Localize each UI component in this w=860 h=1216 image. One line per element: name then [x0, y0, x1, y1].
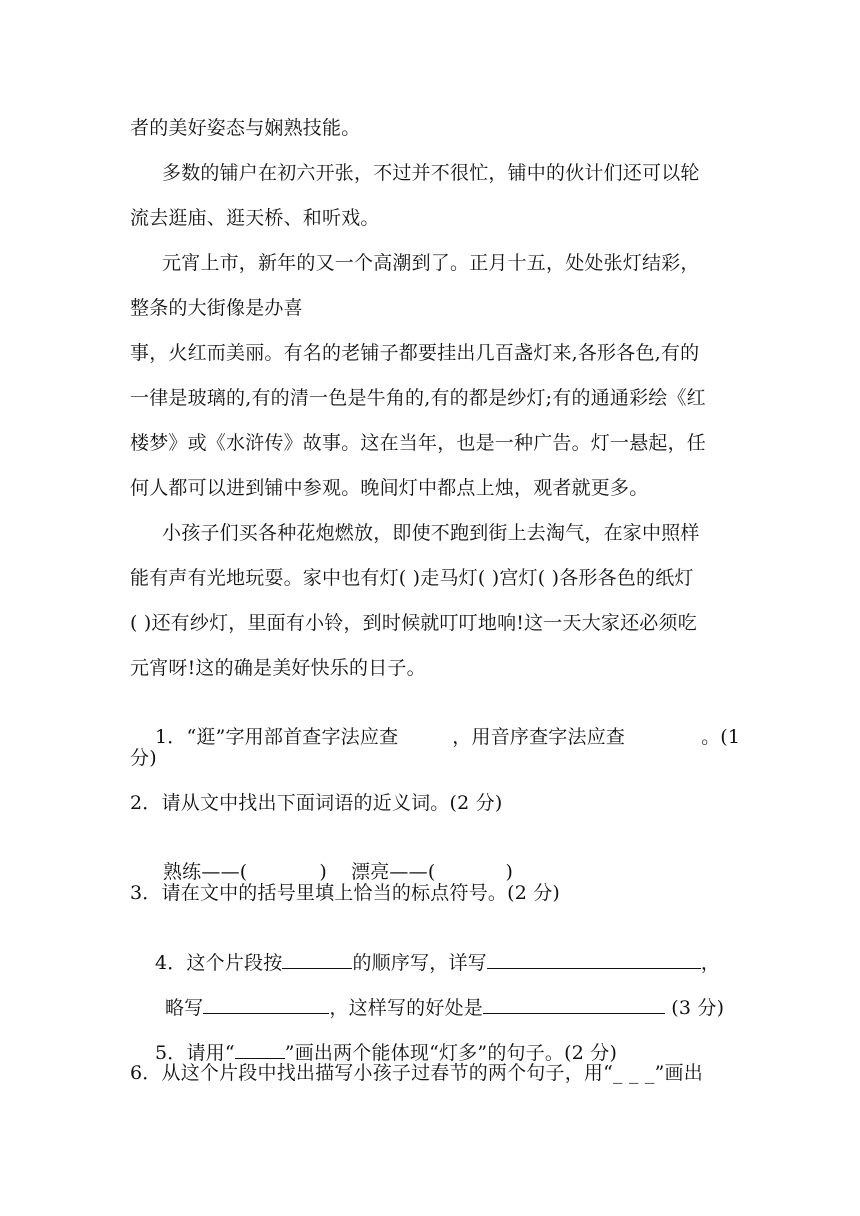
question-1-part-a: 1．“逛”字用部首查字法应查: [154, 726, 399, 748]
question-4-part-b: 的顺序写，详写: [352, 952, 487, 974]
question-4-part-d: 略写: [164, 997, 204, 1019]
question-6: 6．从这个片段中找出描写小孩子过春节的两个句子，用“_ _ _”画出: [130, 1062, 703, 1084]
question-4-blank-benefit[interactable]: [483, 995, 665, 1014]
question-1: [130, 701, 740, 773]
paragraph-3-line-3: 事，火红而美丽。有名的老铺子都要挂出几百盏灯来,各形各色,有的: [130, 342, 700, 364]
question-4-part-e: ，这样写的好处是: [329, 997, 483, 1019]
question-5-part-b: ”画出两个能体现“灯多”的句子。(2 分): [284, 1042, 618, 1064]
synonym-1-label: 熟练——(: [162, 861, 248, 883]
question-4-blank-detailed[interactable]: [487, 950, 701, 969]
question-2: 2．请从文中找出下面词语的近义词。(2 分): [130, 792, 503, 814]
paragraph-3-line-1: 元宵上市，新年的又一个高潮到了。正月十五，处处张灯结彩，: [162, 252, 700, 274]
question-4-blank-order[interactable]: [282, 950, 352, 969]
paragraph-4-line-1: 小孩子们买各种花炮燃放，即使不跑到街上去淘气，在家中照样: [162, 522, 700, 544]
synonym-1-close-paren: ): [319, 861, 328, 883]
question-4-part-c: ，: [700, 952, 721, 974]
paragraph-3-line-5: 楼梦》或《水浒传》故事。这在当年，也是一种广告。灯一悬起，任: [130, 432, 707, 454]
question-1-part-b: ，用音序查字法应查: [452, 726, 626, 748]
paragraph-4-line-2: 能有声有光地玩耍。家中也有灯( )走马灯( )宫灯( )各形各色的纸灯: [130, 567, 694, 589]
synonym-2-label: 漂亮——(: [351, 861, 436, 883]
paragraph-3-line-2: 整条的大街像是办喜: [130, 297, 303, 319]
paragraph-4-line-4: 元宵呀!这的确是美好快乐的日子。: [130, 657, 426, 679]
question-3: 3．请在文中的括号里填上恰当的标点符号。(2 分): [130, 882, 561, 904]
paragraph-2-line-1: 多数的铺户在初六开张，不过并不很忙，铺中的伙计们还可以轮: [162, 162, 700, 184]
paragraph-4-line-3: ( )还有纱灯，里面有小铃，到时候就叮叮地响!这一天大家还必须吃: [130, 612, 697, 634]
question-5-underline-sample: [235, 1040, 285, 1059]
question-4-part-a: 4．这个片段按: [154, 952, 283, 974]
question-1-part-c: 。(1: [701, 726, 741, 748]
paragraph-1-line: 者的美好姿态与娴熟技能。: [130, 117, 361, 139]
question-4-blank-brief[interactable]: [203, 995, 329, 1014]
question-1-continued: 分): [130, 747, 157, 769]
question-4-part-f: (3 分): [664, 997, 725, 1019]
question-5-part-a: 5．请用“: [154, 1042, 235, 1064]
paragraph-3-line-4: 一律是玻璃的,有的清一色是牛角的,有的都是纱灯;有的通通彩绘《红: [130, 387, 706, 409]
synonym-2-close-paren: ): [505, 861, 514, 883]
paragraph-2-line-2: 流去逛庙、逛天桥、和听戏。: [130, 207, 380, 229]
paragraph-3-line-6: 何人都可以进到铺中参观。晚间灯中都点上烛，观者就更多。: [130, 477, 649, 499]
